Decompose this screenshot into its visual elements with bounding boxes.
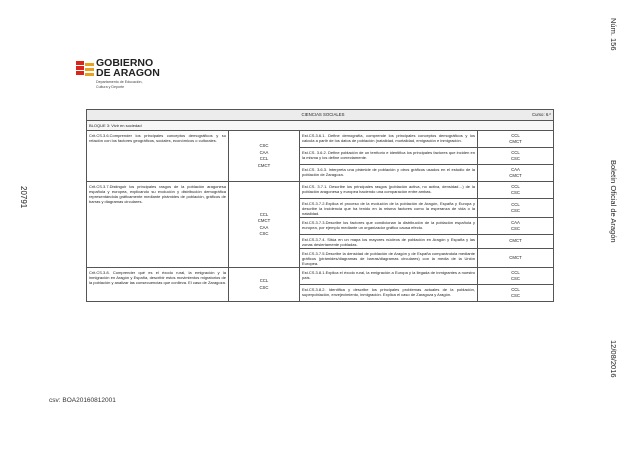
bulletin-date: 12/08/2016 bbox=[609, 340, 618, 378]
competence-code: CSC bbox=[510, 190, 521, 195]
competence-code: CCL bbox=[259, 211, 269, 217]
standard-cell: Est.CS.3.7.2.Explica el proceso de la evolución de la población de Aragón, España y Europa y describe la incidencia que ha tenido en la misma factores como la esperanza de vida o la natalidad. bbox=[300, 199, 478, 218]
standard-competences bbox=[478, 165, 554, 182]
competence-code: CCL bbox=[259, 156, 269, 161]
competence-code: CMCT bbox=[257, 162, 271, 168]
standard-cell: Est.CS.3.7.5.Describe la densidad de población de Aragón y de España comparándola mediante gráficos (pirámides/diagramas de barras/diagramas circulares) con la media de la Unión Europea. bbox=[300, 249, 478, 268]
criterion-cell: Crit.CS.3.8. Comprender qué es el éxodo rural, la emigración y la inmigración en Aragón y España, describir estos movimientos migratorios de la población y analizar las consecuencias que conlleva. El caso de Zaragoza. bbox=[87, 268, 229, 302]
competence-code: CMCT bbox=[509, 254, 522, 260]
competence-code: CCL bbox=[511, 183, 520, 189]
logo-name: GOBIERNO DE ARAGON bbox=[96, 57, 160, 79]
competence-code: CCL bbox=[511, 269, 520, 275]
competence-code: CSC bbox=[510, 293, 521, 298]
competence-code: CCL bbox=[511, 201, 520, 207]
course-label: Curso: 6.º bbox=[478, 110, 554, 121]
criterion-competences bbox=[229, 131, 300, 182]
standard-cell: Est.CS. 3.6.3. Interpreta una pirámide de población y otros gráficos usados en el estudio de la población de Zaragoza. bbox=[300, 165, 478, 182]
competence-code: CAA bbox=[511, 219, 520, 225]
bulletin-number: Núm. 156 bbox=[609, 18, 618, 51]
standard-competences bbox=[478, 131, 554, 148]
standard-competences bbox=[478, 182, 554, 199]
standard-cell: Est.CS.3.7.3.Describe los factores que condicionan la distribución de la población española y europea, por ejemplo mediante un organizador gráfico causa efecto. bbox=[300, 218, 478, 235]
bulletin-title: Boletín Oficial de Aragón bbox=[609, 160, 618, 243]
logo-department: Departamento de Educación, Cultura y Deporte bbox=[96, 80, 143, 89]
competence-code: CCL bbox=[259, 278, 269, 283]
table-row bbox=[87, 268, 554, 285]
standard-cell: Est.CS. 3.7.1. Describe los principales rasgos (población activa, no activa, densidad…) de la población aragonesa y europea haciendo una comparación entre ambas. bbox=[300, 182, 478, 199]
competence-code: CMCT bbox=[257, 218, 271, 223]
standard-competences bbox=[478, 235, 554, 249]
competence-code: CSC bbox=[510, 208, 521, 213]
table-row bbox=[87, 182, 554, 199]
competence-code: CSC bbox=[259, 143, 269, 148]
competence-code: CSC bbox=[510, 156, 521, 161]
standard-competences bbox=[478, 285, 554, 302]
competence-code: CSC bbox=[259, 231, 269, 236]
page-number: 20791 bbox=[19, 186, 28, 209]
criteria-table bbox=[86, 109, 554, 302]
standard-competences bbox=[478, 268, 554, 285]
competence-code: CCL bbox=[511, 286, 520, 292]
subject-title: CIENCIAS SOCIALES bbox=[300, 110, 478, 121]
standard-cell: Est.CS. 3.6.2. Define población de un territorio e identifica los principales factores que inciden en la misma y los define correctamente. bbox=[300, 148, 478, 165]
competence-code: CSC bbox=[510, 226, 521, 231]
competence-code: CSC bbox=[510, 276, 521, 281]
table-header-row bbox=[87, 110, 554, 121]
csv-code: csv: BOA20160812001 bbox=[49, 397, 116, 404]
criterion-cell: Crit.CS.3.7.Distinguir los principales rasgos de la población aragonesa española y europea, explicando su evolución y distribución demográfica representándola gráficamente mediante pirámides de población, gráficos de barras y diagramas circulares. bbox=[87, 182, 229, 268]
competence-code: CAA bbox=[259, 149, 269, 155]
aragon-emblem-icon bbox=[76, 61, 94, 79]
block-row bbox=[87, 121, 554, 131]
criterion-competences bbox=[229, 182, 300, 268]
standard-competences bbox=[478, 148, 554, 165]
competence-code: CMCT bbox=[509, 139, 522, 144]
block-title: BLOQUE 3: Vivir en sociedad bbox=[87, 121, 554, 131]
competence-code: CSC bbox=[259, 284, 269, 290]
competence-code: CAA bbox=[511, 166, 520, 172]
standard-cell: Est.CS.3.8.2. Identifica y describe los principales problemas actuales de la población, superpoblación, envejecimiento, inmigración. Explica el caso de Zaragoza y Aragón. bbox=[300, 285, 478, 302]
competence-code: CMCT bbox=[509, 173, 522, 178]
competence-code: CAA bbox=[259, 224, 269, 230]
standard-competences bbox=[478, 218, 554, 235]
criterion-competences bbox=[229, 268, 300, 302]
table-row bbox=[87, 131, 554, 148]
competence-code: CCL bbox=[511, 132, 520, 138]
standard-cell: Est.CS.3.8.1.Explica el éxodo rural, la emigración a Europa y la llegada de inmigrantes a nuestro país. bbox=[300, 268, 478, 285]
competence-code: CCL bbox=[511, 149, 520, 155]
criterion-cell: Crit.CS.3.6.Comprender los principales conceptos demográficos y su relación con los factores geográficos, sociales, económicos o culturales. bbox=[87, 131, 229, 182]
standard-cell: Est.CS.3.7.4. Sitúa en un mapa los mayores núcleos de población en Aragón y España y las zonas desiertamente pobladas. bbox=[300, 235, 478, 249]
standard-cell: Est.CS.3.6.1. Define demografía, comprende los principales conceptos demográficos y los calcula a partir de los datos de población (natalidad, mortalidad, emigración e inmigración. bbox=[300, 131, 478, 148]
competence-code: CMCT bbox=[509, 238, 522, 244]
standard-competences bbox=[478, 249, 554, 268]
standard-competences bbox=[478, 199, 554, 218]
gobierno-aragon-logo bbox=[76, 58, 176, 102]
